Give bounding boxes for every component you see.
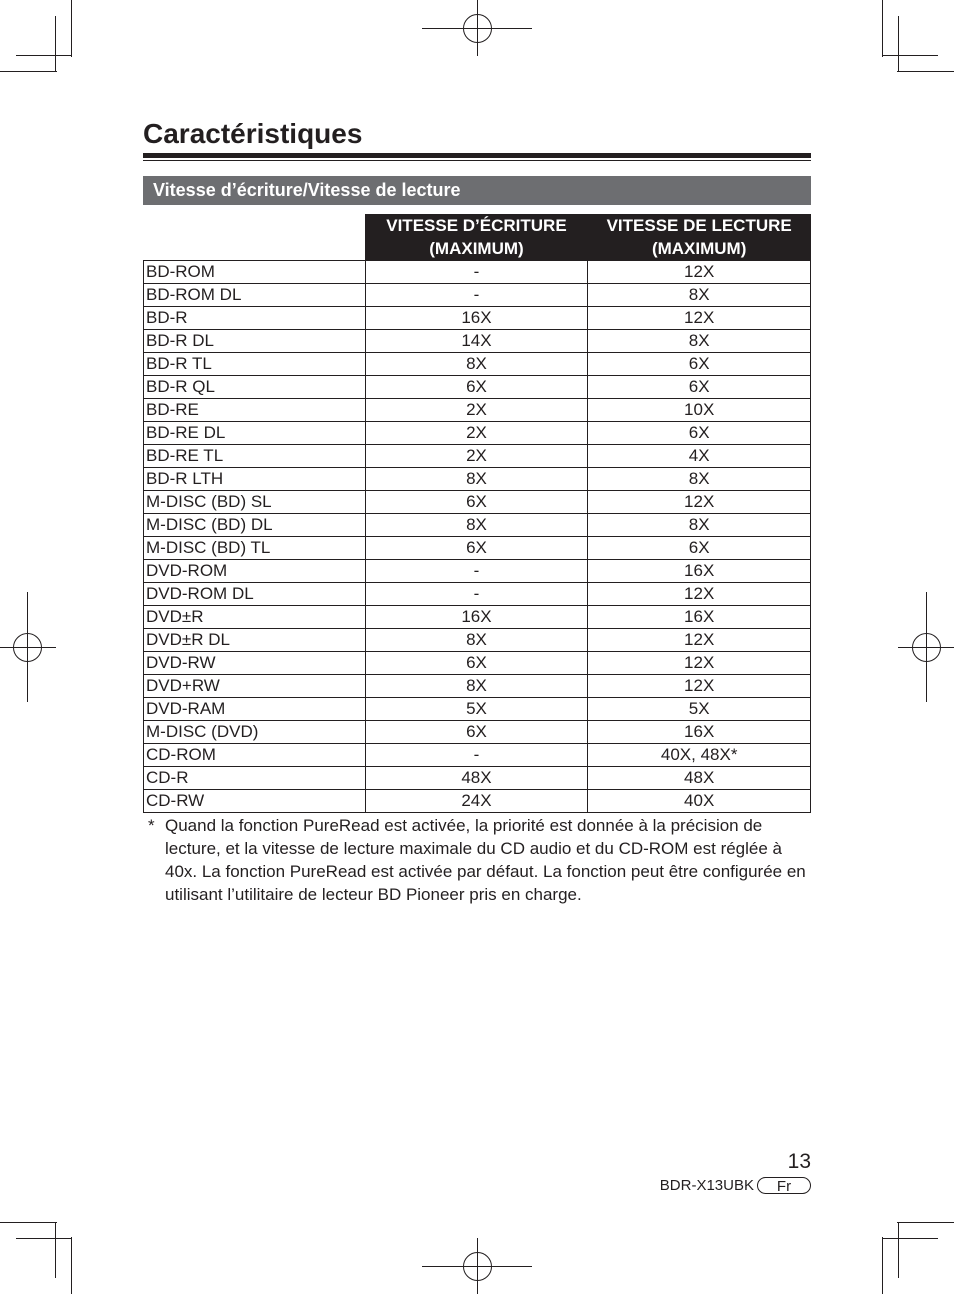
write-speed-cell: 8X <box>365 629 588 652</box>
read-speed-cell: 8X <box>588 330 811 353</box>
table-header-read: VITESSE DE LECTURE (MAXIMUM) <box>588 214 811 261</box>
write-speed-cell: 5X <box>365 698 588 721</box>
table-header-write: VITESSE D’ÉCRITURE (MAXIMUM) <box>365 214 588 261</box>
write-speed-cell: - <box>365 583 588 606</box>
table-row <box>144 307 811 330</box>
read-speed-cell: 6X <box>588 353 811 376</box>
read-speed-cell: 12X <box>588 675 811 698</box>
disc-type-cell: DVD+RW <box>144 675 366 698</box>
language-badge: Fr <box>757 1177 811 1194</box>
model-name: BDR-X13UBK <box>659 1177 754 1194</box>
disc-type-cell: BD-R QL <box>144 376 366 399</box>
read-speed-cell: 8X <box>588 284 811 307</box>
read-speed-cell: 12X <box>588 629 811 652</box>
table-row <box>144 353 811 376</box>
read-speed-cell: 16X <box>588 606 811 629</box>
table-row <box>144 491 811 514</box>
write-speed-cell: - <box>365 284 588 307</box>
footnote <box>143 814 811 906</box>
table-row <box>144 698 811 721</box>
read-speed-cell: 12X <box>588 307 811 330</box>
disc-type-cell: M-DISC (BD) TL <box>144 537 366 560</box>
read-speed-cell: 40X <box>588 790 811 813</box>
read-speed-cell: 10X <box>588 399 811 422</box>
table-row <box>144 284 811 307</box>
disc-type-cell: BD-RE <box>144 399 366 422</box>
write-speed-cell: 24X <box>365 790 588 813</box>
table-row <box>144 261 811 284</box>
read-speed-cell: 4X <box>588 445 811 468</box>
write-speed-cell: 6X <box>365 721 588 744</box>
table-row <box>144 744 811 767</box>
table-row <box>144 583 811 606</box>
read-speed-cell: 8X <box>588 468 811 491</box>
write-speed-cell: - <box>365 744 588 767</box>
page-title: Caractéristiques <box>143 118 363 149</box>
write-speed-cell: 6X <box>365 537 588 560</box>
write-speed-cell: 16X <box>365 606 588 629</box>
write-speed-cell: - <box>365 560 588 583</box>
write-speed-cell: 6X <box>365 376 588 399</box>
table-row <box>144 767 811 790</box>
table-row <box>144 422 811 445</box>
disc-type-cell: BD-RE TL <box>144 445 366 468</box>
table-row <box>144 468 811 491</box>
write-speed-cell: 8X <box>365 675 588 698</box>
read-speed-cell: 12X <box>588 491 811 514</box>
read-speed-cell: 12X <box>588 652 811 675</box>
table-row <box>144 652 811 675</box>
write-speed-cell: 14X <box>365 330 588 353</box>
page-number: 13 <box>787 1150 811 1173</box>
disc-type-cell: BD-ROM <box>144 261 366 284</box>
read-speed-cell: 6X <box>588 537 811 560</box>
disc-type-cell: BD-R LTH <box>144 468 366 491</box>
footnote-text: Quand la fonction PureRead est activée, la priorité est donnée à la précision de lecture, et la vitesse de lecture maximale du CD audio et du CD-ROM est réglée à 40x. La fonction PureRead est activée par défaut. La fonction peut être configurée en utilisant l’utilitaire de lecteur BD Pioneer pris en charge. <box>165 816 806 904</box>
table-row <box>144 675 811 698</box>
table-row <box>144 399 811 422</box>
title-rule-thin <box>143 160 811 161</box>
read-speed-cell: 8X <box>588 514 811 537</box>
write-speed-cell: 2X <box>365 399 588 422</box>
read-speed-cell: 16X <box>588 560 811 583</box>
read-speed-cell: 5X <box>588 698 811 721</box>
table-header-row <box>144 214 811 261</box>
table-row <box>144 330 811 353</box>
table-row <box>144 537 811 560</box>
disc-type-cell: CD-RW <box>144 790 366 813</box>
table-header-blank <box>144 214 366 261</box>
speed-table <box>143 214 811 813</box>
write-speed-cell: 2X <box>365 445 588 468</box>
read-speed-cell: 12X <box>588 261 811 284</box>
disc-type-cell: M-DISC (BD) DL <box>144 514 366 537</box>
disc-type-cell: DVD-ROM <box>144 560 366 583</box>
disc-type-cell: M-DISC (DVD) <box>144 721 366 744</box>
disc-type-cell: DVD±R <box>144 606 366 629</box>
table-body <box>144 261 811 813</box>
disc-type-cell: M-DISC (BD) SL <box>144 491 366 514</box>
read-speed-cell: 12X <box>588 583 811 606</box>
disc-type-cell: DVD-RAM <box>144 698 366 721</box>
table-row <box>144 790 811 813</box>
disc-type-cell: CD-ROM <box>144 744 366 767</box>
write-speed-cell: 2X <box>365 422 588 445</box>
write-speed-cell: 6X <box>365 652 588 675</box>
disc-type-cell: DVD±R DL <box>144 629 366 652</box>
read-speed-cell: 16X <box>588 721 811 744</box>
disc-type-cell: BD-R TL <box>144 353 366 376</box>
table-row <box>144 560 811 583</box>
disc-type-cell: BD-R <box>144 307 366 330</box>
disc-type-cell: CD-R <box>144 767 366 790</box>
disc-type-cell: BD-ROM DL <box>144 284 366 307</box>
disc-type-cell: DVD-ROM DL <box>144 583 366 606</box>
table-row <box>144 376 811 399</box>
write-speed-cell: 6X <box>365 491 588 514</box>
disc-type-cell: DVD-RW <box>144 652 366 675</box>
disc-type-cell: BD-RE DL <box>144 422 366 445</box>
read-speed-cell: 6X <box>588 376 811 399</box>
write-speed-cell: 8X <box>365 468 588 491</box>
read-speed-cell: 40X, 48X* <box>588 744 811 767</box>
table-row <box>144 606 811 629</box>
table-row <box>144 514 811 537</box>
write-speed-cell: 16X <box>365 307 588 330</box>
write-speed-cell: 8X <box>365 353 588 376</box>
write-speed-cell: 8X <box>365 514 588 537</box>
write-speed-cell: - <box>365 261 588 284</box>
table-row <box>144 721 811 744</box>
table-row <box>144 629 811 652</box>
title-rule <box>143 153 811 158</box>
section-title: Vitesse d’écriture/Vitesse de lecture <box>143 176 811 205</box>
table-row <box>144 445 811 468</box>
disc-type-cell: BD-R DL <box>144 330 366 353</box>
write-speed-cell: 48X <box>365 767 588 790</box>
read-speed-cell: 48X <box>588 767 811 790</box>
read-speed-cell: 6X <box>588 422 811 445</box>
footnote-marker: * <box>148 816 155 835</box>
